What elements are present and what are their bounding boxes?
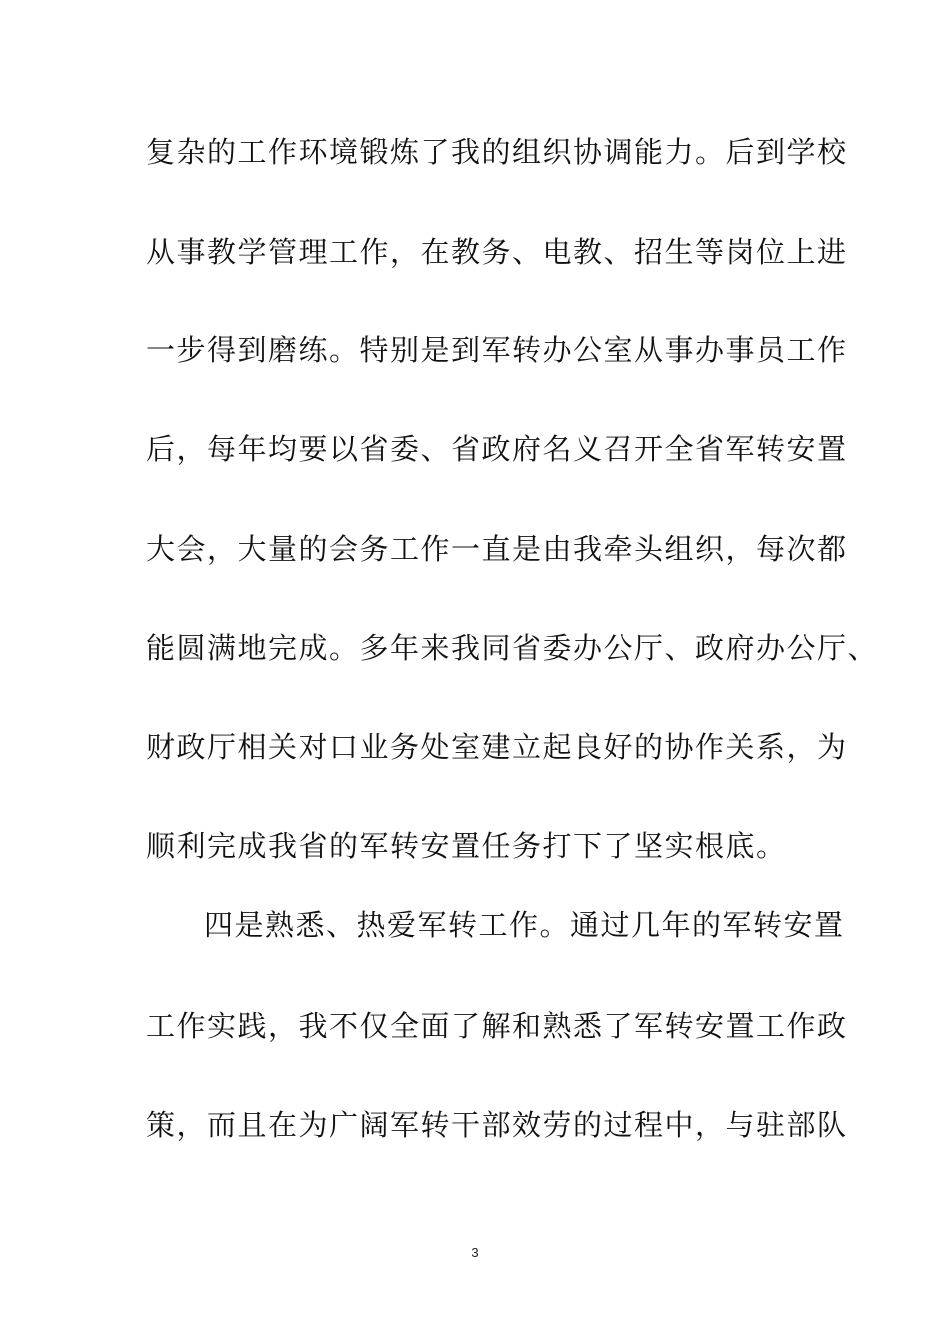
body-text-line: 从事教学管理工作，在教务、电教、招生等岗位上进 <box>146 235 848 269</box>
body-text-line: 一步得到磨练。特别是到军转办公室从事办事员工作 <box>146 333 848 367</box>
body-text-line: 策，而且在为广阔军转干部效劳的过程中，与驻部队 <box>146 1108 848 1142</box>
body-text-line: 顺利完成我省的军转安置任务打下了坚实根底。 <box>146 829 787 863</box>
page-number: 3 <box>471 1245 479 1260</box>
body-text-line: 能圆满地完成。多年来我同省委办公厅、政府办公厅、 <box>146 631 879 665</box>
body-text-line: 复杂的工作环境锻炼了我的组织协调能力。后到学校 <box>146 135 848 169</box>
body-text-line: 大会，大量的会务工作一直是由我牵头组织，每次都 <box>146 532 848 566</box>
paragraph-first-line: 四是熟悉、热爱军转工作。通过几年的军转安置 <box>204 908 845 942</box>
body-text-line: 后，每年均要以省委、省政府名义召开全省军转安置 <box>146 432 848 466</box>
body-text-line: 工作实践，我不仅全面了解和熟悉了军转安置工作政 <box>146 1009 848 1043</box>
body-text-line: 财政厅相关对口业务处室建立起良好的协作关系，为 <box>146 730 848 764</box>
